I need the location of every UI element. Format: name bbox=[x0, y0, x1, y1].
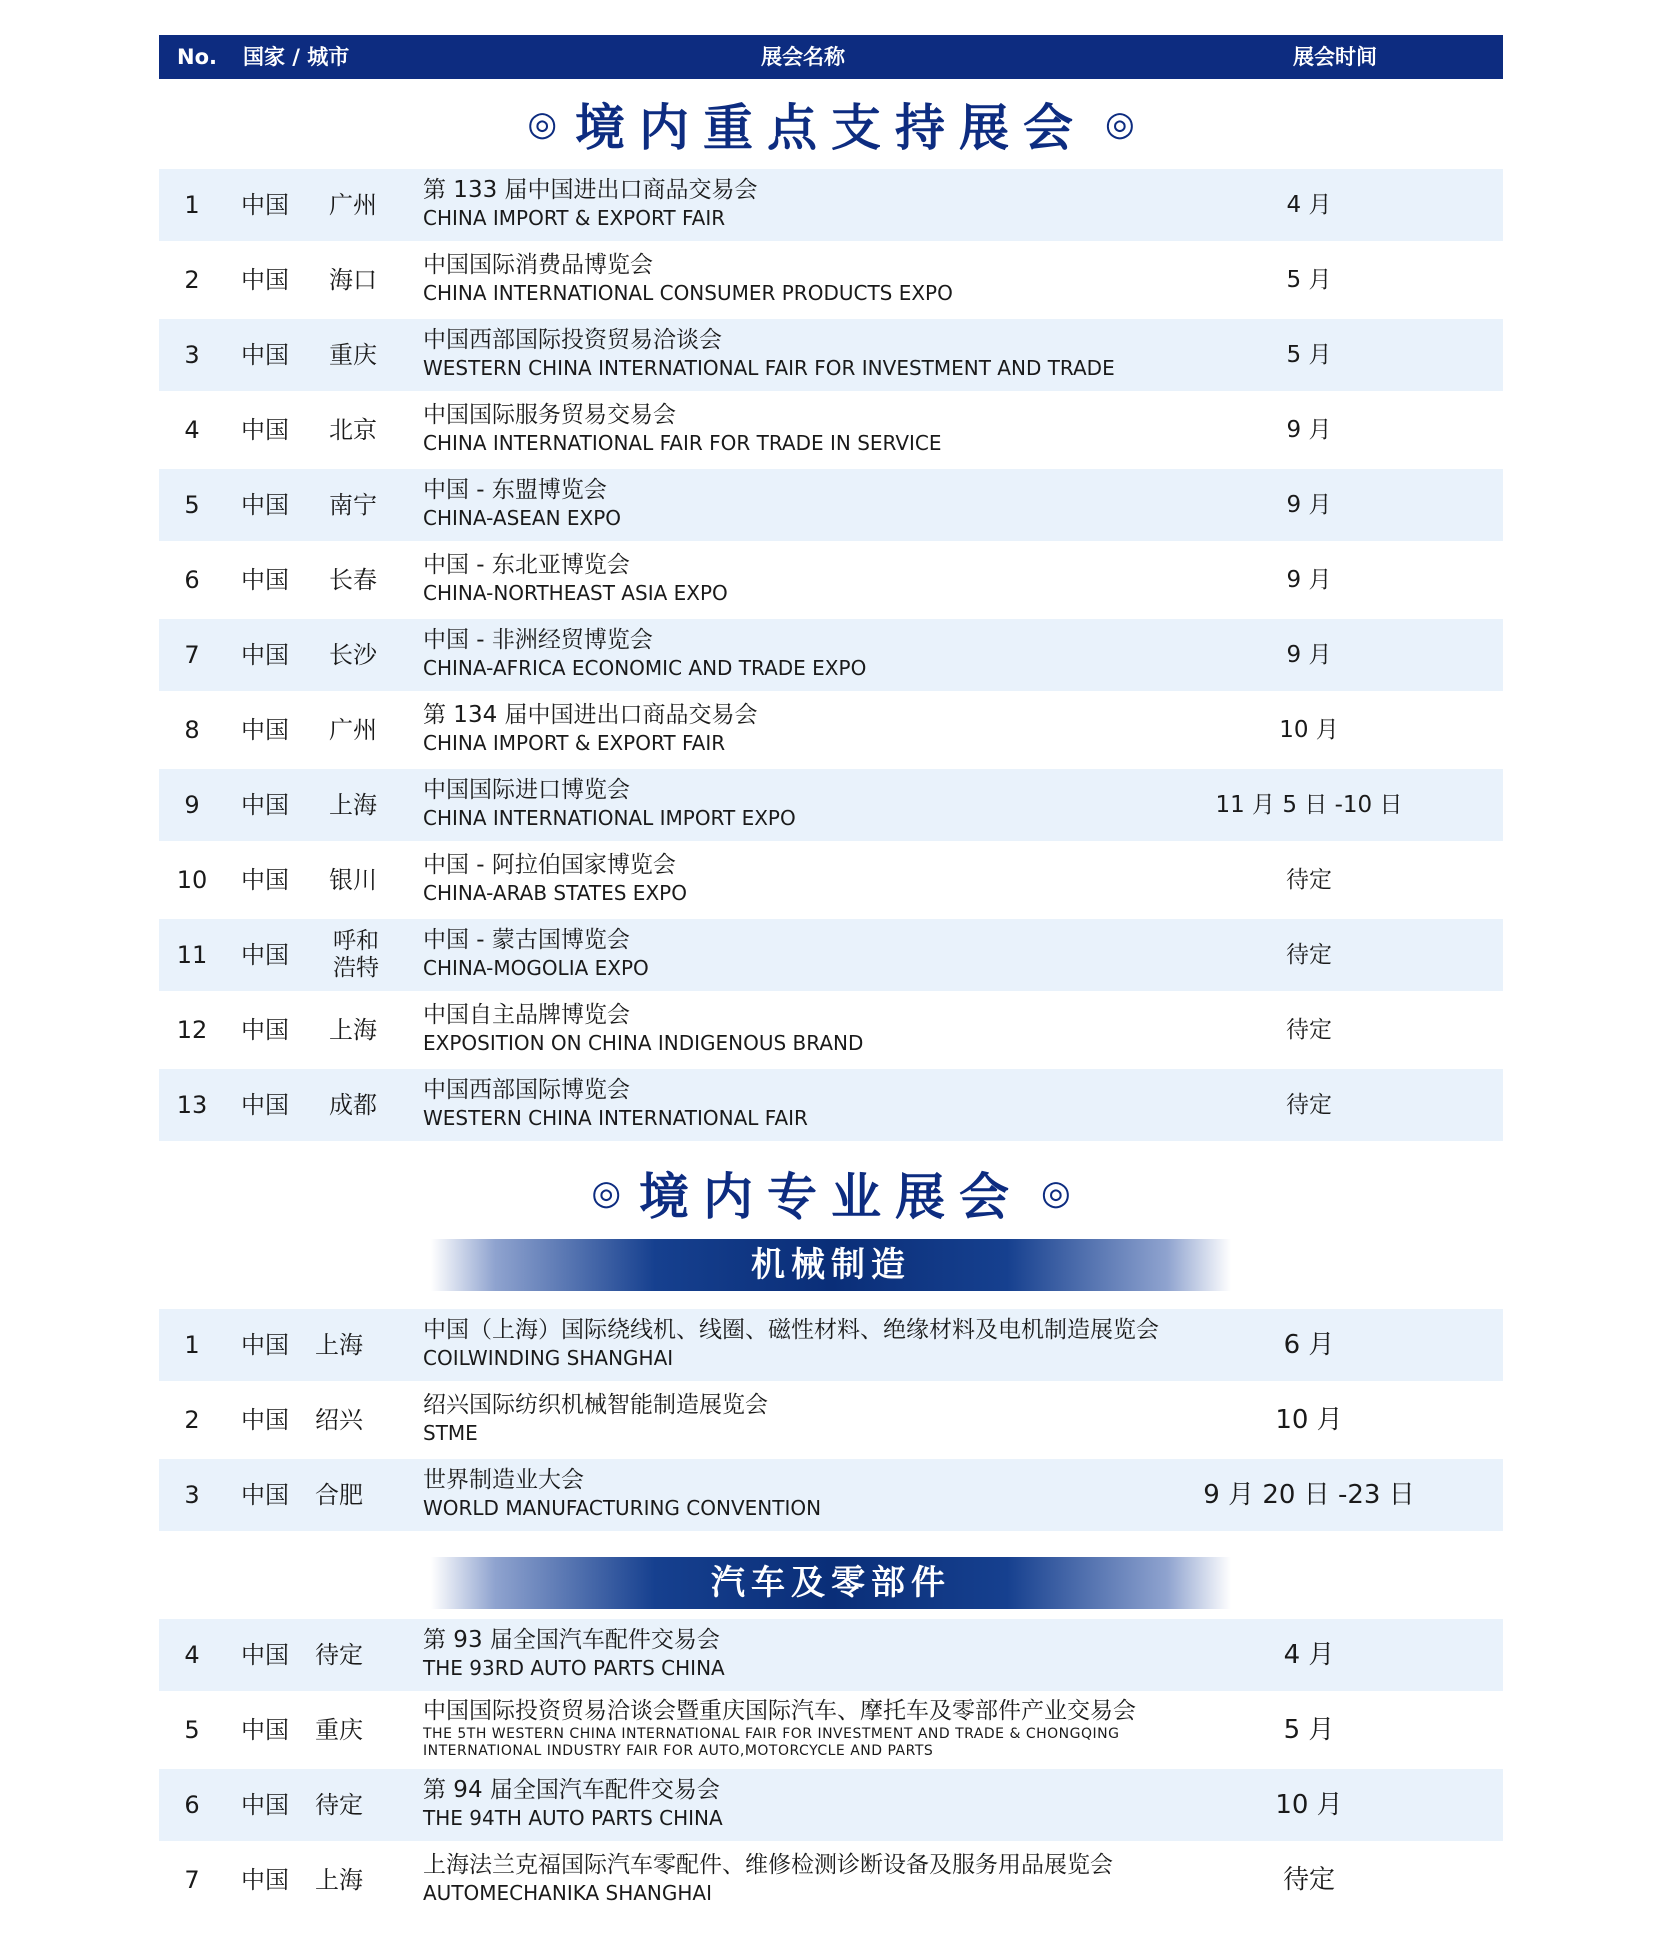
row-country: 中国 bbox=[241, 416, 289, 444]
row-city: 上海 bbox=[329, 791, 377, 819]
table-row bbox=[159, 1694, 1503, 1766]
row-name-cn: 中国（上海）国际绕线机、线圈、磁性材料、绝缘材料及电机制造展览会 bbox=[423, 1317, 1159, 1343]
row-city bbox=[329, 928, 383, 982]
row-country: 中国 bbox=[241, 641, 289, 669]
row-country: 中国 bbox=[241, 491, 289, 519]
row-time: 待定 bbox=[1282, 1865, 1335, 1895]
circle-dot-icon: ◎ bbox=[527, 104, 557, 144]
row-city: 上海 bbox=[315, 1866, 363, 1894]
row-no: 6 bbox=[184, 566, 200, 594]
header-time: 展会时间 bbox=[1293, 45, 1377, 69]
section-title-text: 境内专业展会 bbox=[639, 1168, 1023, 1226]
row-no: 6 bbox=[184, 1791, 200, 1819]
row-city: 南宁 bbox=[329, 491, 377, 519]
table-header bbox=[159, 35, 1503, 79]
row-name-cn: 中国国际进口博览会 bbox=[423, 777, 630, 803]
row-name-cn: 中国 - 非洲经贸博览会 bbox=[423, 627, 653, 653]
row-time: 9 月 bbox=[1286, 567, 1332, 593]
row-country: 中国 bbox=[241, 341, 289, 369]
row-name-en-line1: THE 5TH WESTERN CHINA INTERNATIONAL FAIR FOR INVESTMENT AND TRADE & CHONGQING bbox=[423, 1726, 1120, 1742]
row-name-cn: 中国国际投资贸易洽谈会暨重庆国际汽车、摩托车及零部件产业交易会 bbox=[423, 1698, 1136, 1724]
table-row bbox=[159, 1384, 1503, 1456]
row-name-en: CHINA-ARAB STATES EXPO bbox=[423, 881, 687, 905]
row-city: 合肥 bbox=[315, 1481, 363, 1509]
row-country: 中国 bbox=[241, 191, 289, 219]
row-country: 中国 bbox=[241, 791, 289, 819]
table-row bbox=[159, 769, 1503, 841]
row-name-cn: 第 93 届全国汽车配件交易会 bbox=[423, 1627, 720, 1653]
row-time: 9 月 bbox=[1286, 642, 1332, 668]
row-time: 9 月 bbox=[1286, 417, 1332, 443]
row-time: 5 月 bbox=[1286, 342, 1332, 368]
table-row bbox=[159, 1769, 1503, 1841]
table-row bbox=[159, 694, 1503, 766]
table-row bbox=[159, 1844, 1503, 1916]
row-country: 中国 bbox=[241, 1481, 289, 1509]
row-no: 11 bbox=[176, 941, 208, 969]
row-name-cn: 中国 - 蒙古国博览会 bbox=[423, 927, 630, 953]
row-country: 中国 bbox=[241, 266, 289, 294]
row-name-cn: 中国自主品牌博览会 bbox=[423, 1002, 630, 1028]
row-city-line2: 浩特 bbox=[333, 955, 379, 981]
row-city: 长沙 bbox=[329, 641, 377, 669]
row-name-cn: 世界制造业大会 bbox=[423, 1467, 584, 1493]
row-city: 待定 bbox=[315, 1641, 363, 1669]
row-no: 4 bbox=[184, 416, 200, 444]
header-name: 展会名称 bbox=[761, 45, 845, 69]
row-country: 中国 bbox=[241, 941, 289, 969]
header-country-city: 国家 / 城市 bbox=[243, 45, 350, 69]
table-row bbox=[159, 1069, 1503, 1141]
row-name-en: WORLD MANUFACTURING CONVENTION bbox=[423, 1496, 822, 1520]
row-time: 5 月 bbox=[1283, 1715, 1335, 1745]
row-name-cn: 中国 - 东北亚博览会 bbox=[423, 552, 630, 578]
row-city-line1: 呼和 bbox=[333, 928, 379, 954]
row-country: 中国 bbox=[241, 866, 289, 894]
row-no: 3 bbox=[184, 341, 200, 369]
row-name-cn: 中国 - 阿拉伯国家博览会 bbox=[423, 852, 676, 878]
row-country: 中国 bbox=[241, 1641, 289, 1669]
row-name-en: STME bbox=[423, 1421, 478, 1445]
row-country: 中国 bbox=[241, 1866, 289, 1894]
circle-dot-icon: ◎ bbox=[1041, 1173, 1071, 1213]
row-time: 10 月 bbox=[1275, 1790, 1343, 1820]
row-time: 待定 bbox=[1286, 1017, 1332, 1043]
category-banner-machinery: 机械制造 bbox=[431, 1239, 1231, 1291]
row-name-en: CHINA IMPORT & EXPORT FAIR bbox=[423, 731, 726, 755]
row-no: 2 bbox=[184, 266, 200, 294]
table-row bbox=[159, 619, 1503, 691]
row-no: 7 bbox=[184, 1866, 200, 1894]
row-no: 12 bbox=[176, 1016, 208, 1044]
row-time: 9 月 bbox=[1286, 492, 1332, 518]
row-time: 10 月 bbox=[1279, 717, 1339, 743]
row-time: 5 月 bbox=[1286, 267, 1332, 293]
row-name-en: CHINA INTERNATIONAL IMPORT EXPO bbox=[423, 806, 796, 830]
row-no: 4 bbox=[184, 1641, 200, 1669]
row-name-en: CHINA-NORTHEAST ASIA EXPO bbox=[423, 581, 728, 605]
row-time: 4 月 bbox=[1283, 1640, 1335, 1670]
row-name-en: CHINA IMPORT & EXPORT FAIR bbox=[423, 206, 726, 230]
row-name-cn: 上海法兰克福国际汽车零配件、维修检测诊断设备及服务用品展览会 bbox=[423, 1852, 1113, 1878]
row-time: 4 月 bbox=[1286, 192, 1332, 218]
row-city: 广州 bbox=[329, 716, 377, 744]
row-no: 7 bbox=[184, 641, 200, 669]
row-name-cn: 第 134 届中国进出口商品交易会 bbox=[423, 702, 758, 728]
row-name-cn: 第 133 届中国进出口商品交易会 bbox=[423, 177, 758, 203]
row-city: 上海 bbox=[315, 1331, 363, 1359]
circle-dot-icon: ◎ bbox=[591, 1173, 621, 1213]
row-no: 10 bbox=[176, 866, 208, 894]
row-name-en-line2: INTERNATIONAL INDUSTRY FAIR FOR AUTO,MOTORCYCLE AND PARTS bbox=[423, 1743, 934, 1759]
row-country: 中国 bbox=[241, 1016, 289, 1044]
row-time: 待定 bbox=[1286, 942, 1332, 968]
table-row bbox=[159, 169, 1503, 241]
section-title-text: 境内重点支持展会 bbox=[575, 99, 1087, 157]
table-row bbox=[159, 394, 1503, 466]
table-row bbox=[159, 994, 1503, 1066]
table-row bbox=[159, 544, 1503, 616]
row-country: 中国 bbox=[241, 1406, 289, 1434]
row-name-en: WESTERN CHINA INTERNATIONAL FAIR bbox=[423, 1106, 808, 1130]
row-city: 长春 bbox=[329, 566, 377, 594]
row-city: 重庆 bbox=[315, 1716, 363, 1744]
section-title-key bbox=[159, 79, 1503, 169]
row-no: 5 bbox=[184, 1716, 200, 1744]
row-city: 海口 bbox=[329, 266, 377, 294]
row-city: 北京 bbox=[329, 416, 377, 444]
row-name-en: COILWINDING SHANGHAI bbox=[423, 1346, 674, 1370]
row-name-en: WESTERN CHINA INTERNATIONAL FAIR FOR INVESTMENT AND TRADE bbox=[423, 356, 1115, 380]
row-name-cn: 绍兴国际纺织机械智能制造展览会 bbox=[423, 1392, 768, 1418]
row-country: 中国 bbox=[241, 566, 289, 594]
row-name-cn: 中国国际消费品博览会 bbox=[423, 252, 653, 278]
machinery-table bbox=[159, 1309, 1503, 1531]
row-country: 中国 bbox=[241, 716, 289, 744]
row-name-en: THE 93RD AUTO PARTS CHINA bbox=[423, 1656, 725, 1680]
row-name-cn: 中国西部国际投资贸易洽谈会 bbox=[423, 327, 722, 353]
table-row bbox=[159, 1459, 1503, 1531]
row-city: 上海 bbox=[329, 1016, 377, 1044]
category-banner-auto: 汽车及零部件 bbox=[431, 1557, 1231, 1609]
row-time: 11 月 5 日 -10 日 bbox=[1215, 792, 1403, 818]
row-name-en: EXPOSITION ON CHINA INDIGENOUS BRAND bbox=[423, 1031, 864, 1055]
row-no: 1 bbox=[184, 191, 200, 219]
row-name-cn: 第 94 届全国汽车配件交易会 bbox=[423, 1777, 720, 1803]
section-title-professional bbox=[159, 1147, 1503, 1239]
row-time: 9 月 20 日 -23 日 bbox=[1203, 1480, 1415, 1510]
row-name-en: CHINA-MOGOLIA EXPO bbox=[423, 956, 649, 980]
row-country: 中国 bbox=[241, 1091, 289, 1119]
row-no: 13 bbox=[176, 1091, 208, 1119]
row-no: 9 bbox=[184, 791, 200, 819]
row-time: 10 月 bbox=[1275, 1405, 1343, 1435]
header-no: No. bbox=[177, 45, 217, 69]
row-city: 重庆 bbox=[329, 341, 377, 369]
row-time: 6 月 bbox=[1283, 1330, 1335, 1360]
row-country: 中国 bbox=[241, 1791, 289, 1819]
row-name-cn: 中国西部国际博览会 bbox=[423, 1077, 630, 1103]
exhibition-schedule bbox=[159, 35, 1503, 1919]
row-time: 待定 bbox=[1286, 1092, 1332, 1118]
row-name-en: AUTOMECHANIKA SHANGHAI bbox=[423, 1881, 713, 1905]
row-city: 绍兴 bbox=[315, 1406, 363, 1434]
row-no: 2 bbox=[184, 1406, 200, 1434]
row-city: 成都 bbox=[329, 1091, 377, 1119]
row-city: 待定 bbox=[315, 1791, 363, 1819]
table-row bbox=[159, 1309, 1503, 1381]
row-no: 5 bbox=[184, 491, 200, 519]
row-country: 中国 bbox=[241, 1716, 289, 1744]
row-no: 8 bbox=[184, 716, 200, 744]
row-country: 中国 bbox=[241, 1331, 289, 1359]
table-row bbox=[159, 919, 1503, 991]
row-name-en: CHINA INTERNATIONAL FAIR FOR TRADE IN SERVICE bbox=[423, 431, 942, 455]
row-name-en: CHINA INTERNATIONAL CONSUMER PRODUCTS EXPO bbox=[423, 281, 953, 305]
key-exhibitions-table bbox=[159, 169, 1503, 1141]
row-name-en: CHINA-ASEAN EXPO bbox=[423, 506, 622, 530]
table-row bbox=[159, 844, 1503, 916]
auto-table bbox=[159, 1619, 1503, 1916]
row-time: 待定 bbox=[1286, 867, 1332, 893]
row-name-en: THE 94TH AUTO PARTS CHINA bbox=[423, 1806, 723, 1830]
row-city: 银川 bbox=[329, 866, 377, 894]
row-no: 3 bbox=[184, 1481, 200, 1509]
row-name-en: CHINA-AFRICA ECONOMIC AND TRADE EXPO bbox=[423, 656, 867, 680]
row-name-cn: 中国 - 东盟博览会 bbox=[423, 477, 607, 503]
table-row bbox=[159, 244, 1503, 316]
circle-dot-icon: ◎ bbox=[1105, 104, 1135, 144]
table-row bbox=[159, 1619, 1503, 1691]
table-row bbox=[159, 469, 1503, 541]
row-no: 1 bbox=[184, 1331, 200, 1359]
row-name-cn: 中国国际服务贸易交易会 bbox=[423, 402, 676, 428]
table-row bbox=[159, 319, 1503, 391]
row-city: 广州 bbox=[329, 191, 377, 219]
